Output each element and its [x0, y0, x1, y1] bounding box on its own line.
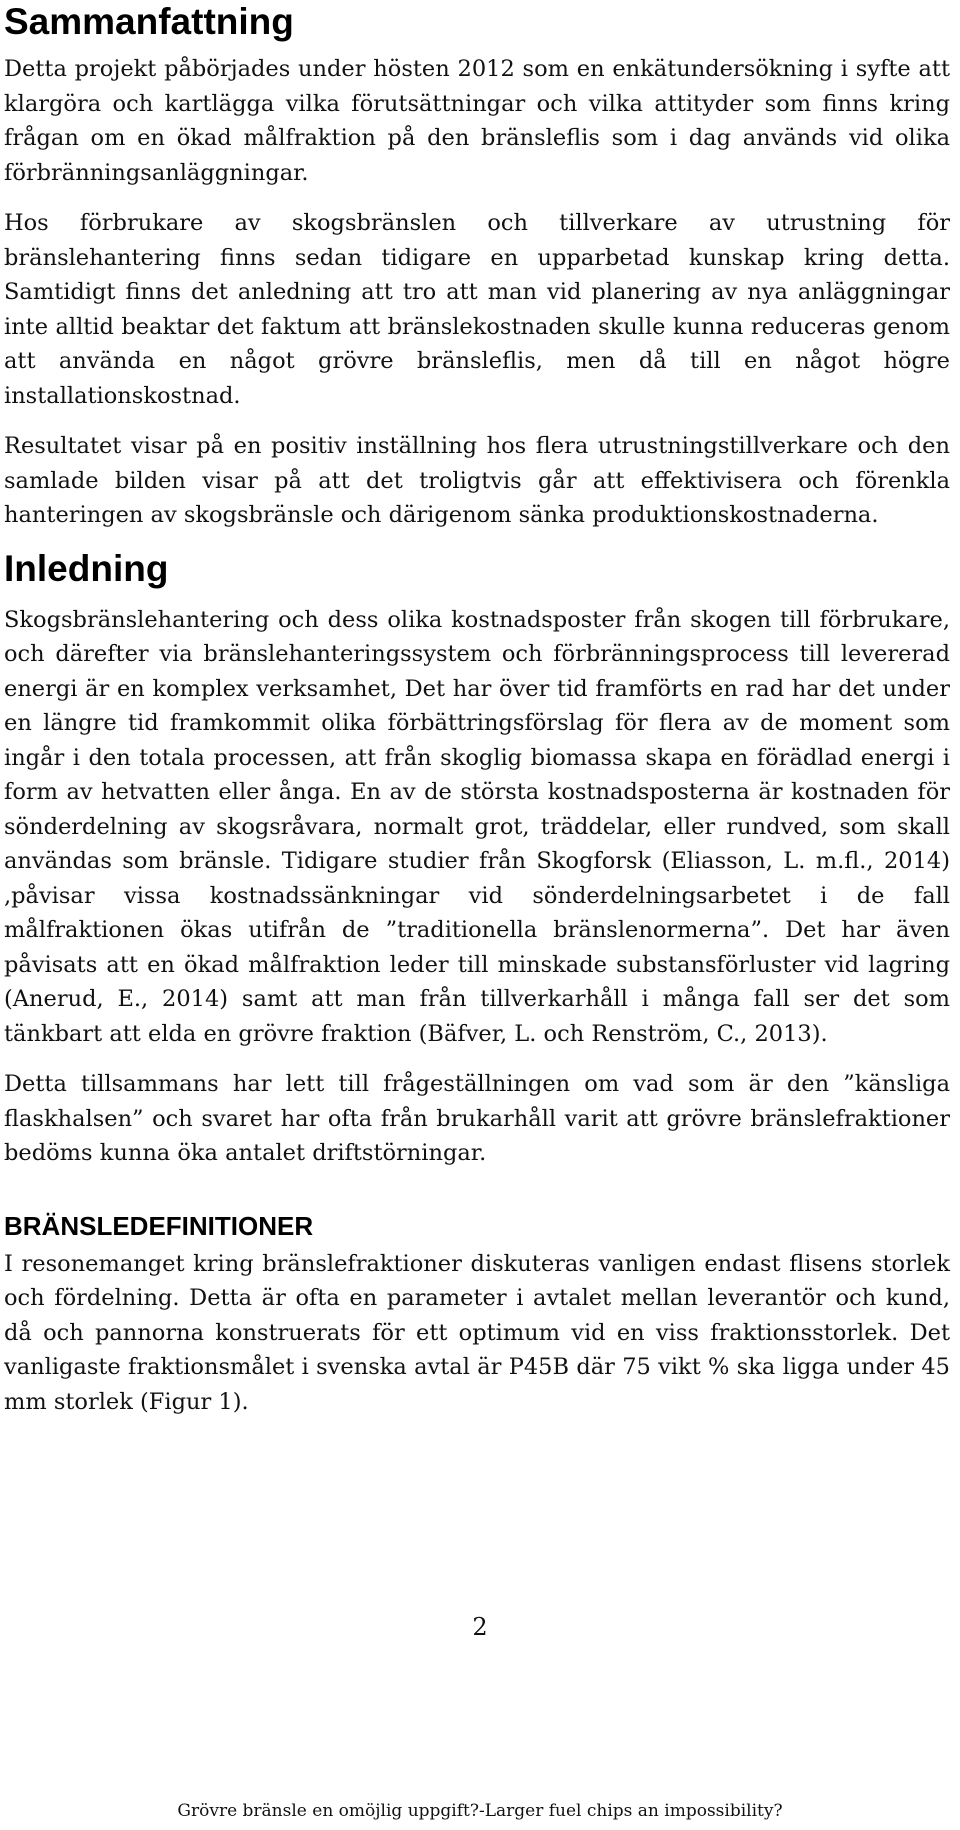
running-title: Grövre bränsle en omöjlig uppgift?-Larger fuel chips an impossibility?: [177, 1801, 783, 1821]
definitions-paragraph-1: I resonemanget kring bränslefraktioner diskuteras vanligen endast flisens storlek och fördelning. Detta är ofta en parameter i avtalet mellan leverantör och kund, då och pannorna konstruerats för ett optimum vid en viss fraktionsstorlek. Det vanligaste fraktionsmålet i svenska avtal är P45B där 75 vikt % ska ligga under 45 mm storlek (Figur 1).: [4, 1250, 950, 1415]
intro-paragraph-2: Detta tillsammans har lett till frågeställningen om vad som är den ”känsliga flaskhalsen” och svaret har ofta från brukarhåll varit att grövre bränslefraktioner bedöms kunna öka antalet driftstörningar.: [4, 1071, 950, 1166]
page-number: 2: [472, 1613, 488, 1641]
definitions-heading: BRÄNSLEDEFINITIONER: [4, 1210, 314, 1241]
intro-paragraph-1: Skogsbränslehantering och dess olika kostnadsposter från skogen till förbrukare, och därefter via bränslehanteringssystem och förbränningsprocess till levererad energi är en komplex verksamhet, Det har över tid framförts en rad har det under en längre tid framkommit olika förbättringsförslag för flera av de moment som ingår i den totala processen, att från skoglig biomassa skapa en förädlad energi i form av hetvatten eller ånga. En av de största kostnadsposterna är kostnaden för sönderdelning av skogsråvara, normalt grot, träddelar, eller rundved, som skall användas som bränsle. Tidigare studier från Skogforsk (Eliasson, L. m.fl., 2014) ,påvisar vissa kostnadssänkningar vid sönderdelningsarbetet i de fall målfraktionen ökas utifrån de ”traditionella bränslenormerna”. Det har även påvisats att en ökad målfraktion leder till minskade substansförluster vid lagring (Anerud, E., 2014) samt att man från tillverkarhåll i många fall ser det som tänkbart att elda en grövre fraktion (Bäfver, L. och Renström, C., 2013).: [4, 606, 950, 1047]
intro-heading: Inledning: [4, 547, 169, 589]
summary-paragraph-3: Resultatet visar på en positiv inställning hos flera utrustningstillverkare och den samlade bilden visar på att det troligtvis går att effektivisera och förenkla hanteringen av skogsbränsle och därigenom sänka produktionskostnaderna.: [4, 433, 950, 528]
summary-paragraph-1: Detta projekt påbörjades under hösten 2012 som en enkätundersökning i syfte att klargöra och kartlägga vilka förutsättningar och vilka attityder som finns kring frågan om en ökad målfraktion på den bränsleflis som i dag används vid olika förbränningsanläggningar.: [4, 56, 950, 186]
summary-paragraph-2: Hos förbrukare av skogsbränslen och tillverkare av utrustning för bränslehantering finns sedan tidigare en upparbetad kunskap kring detta. Samtidigt finns det anledning att tro att man vid planering av nya anläggningar inte alltid beaktar det faktum att bränslekostnaden skulle kunna reduceras genom att använda en något grövre bränsleflis, men då till en något högre installationskostnad.: [4, 210, 950, 409]
summary-heading: Sammanfattning: [4, 1, 294, 42]
